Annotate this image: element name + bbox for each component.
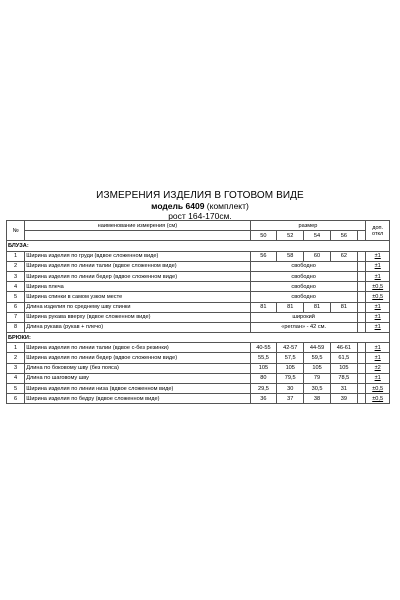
size-cell: 56 bbox=[330, 231, 357, 241]
merged-value-cell: свободно bbox=[250, 282, 357, 292]
sizes-row-spacer bbox=[25, 231, 250, 241]
table-row bbox=[7, 302, 390, 312]
col-tol-header: доп. откл bbox=[366, 221, 390, 241]
size-value-cell: 105 bbox=[250, 363, 277, 373]
tolerance-cell: ±1 bbox=[366, 302, 390, 312]
tolerance-cell: ±1 bbox=[366, 312, 390, 322]
spacer-cell bbox=[357, 292, 366, 302]
table-row bbox=[7, 363, 390, 373]
size-value-cell: 30 bbox=[277, 384, 304, 394]
section-pants-label: БРЮКИ: bbox=[7, 333, 390, 343]
spacer-cell bbox=[357, 343, 366, 353]
measurement-name: Ширина изделия по линии талии (вдвое сложенном виде) bbox=[25, 261, 250, 271]
size-value-cell: 79,5 bbox=[277, 373, 304, 383]
row-number: 7 bbox=[7, 312, 25, 322]
table-row bbox=[7, 282, 390, 292]
size-cell: 54 bbox=[304, 231, 331, 241]
spacer-cell bbox=[357, 302, 366, 312]
size-value-cell: 38 bbox=[304, 394, 331, 404]
tolerance-cell: ±0,5 bbox=[366, 394, 390, 404]
tolerance-cell: ±0,5 bbox=[366, 292, 390, 302]
row-number: 5 bbox=[7, 292, 25, 302]
size-value-cell: 40-55 bbox=[250, 343, 277, 353]
measurement-name: Длина изделия по среднему шву спинки bbox=[25, 302, 250, 312]
tolerance-cell: ±2 bbox=[366, 363, 390, 373]
size-value-cell: 81 bbox=[250, 302, 277, 312]
measurement-name: Ширина плеча bbox=[25, 282, 250, 292]
measurement-name: Ширина изделия по линии низа (вдвое сложенном виде) bbox=[25, 384, 250, 394]
size-value-cell: 31 bbox=[330, 384, 357, 394]
spacer-cell bbox=[357, 271, 366, 281]
size-cell: 50 bbox=[250, 231, 277, 241]
size-value-cell: 42-57 bbox=[277, 343, 304, 353]
table-row bbox=[7, 373, 390, 383]
size-value-cell: 80 bbox=[250, 373, 277, 383]
size-value-cell: 36 bbox=[250, 394, 277, 404]
merged-value-cell: свободно bbox=[250, 292, 357, 302]
tolerance-cell: ±1 bbox=[366, 251, 390, 261]
size-cell: 52 bbox=[277, 231, 304, 241]
row-number: 3 bbox=[7, 363, 25, 373]
size-value-cell: 61,5 bbox=[330, 353, 357, 363]
tolerance-cell: ±1 bbox=[366, 373, 390, 383]
size-value-cell: 79 bbox=[304, 373, 331, 383]
merged-value-cell: свободно bbox=[250, 271, 357, 281]
size-value-cell: 56 bbox=[250, 251, 277, 261]
tolerance-cell: ±1 bbox=[366, 343, 390, 353]
col-no-header: № bbox=[7, 221, 25, 241]
size-value-cell: 81 bbox=[330, 302, 357, 312]
size-value-cell: 29,5 bbox=[250, 384, 277, 394]
model-label: модель 6409 bbox=[151, 201, 205, 211]
spacer-cell bbox=[357, 363, 366, 373]
measurement-name: Длина по шаговому шву bbox=[25, 373, 250, 383]
table-row bbox=[7, 353, 390, 363]
section-blouse-label: БЛУЗА: bbox=[7, 241, 390, 251]
measurement-name: Ширина спинки в самом узком месте bbox=[25, 292, 250, 302]
measurement-name: Ширина изделия по бедру (вдвое сложенном виде) bbox=[25, 394, 250, 404]
row-number: 1 bbox=[7, 251, 25, 261]
row-number: 4 bbox=[7, 373, 25, 383]
sizes-row bbox=[7, 231, 390, 241]
measurement-name: Ширина изделия по линии бедер (вдвое сложенном виде) bbox=[25, 353, 250, 363]
tolerance-cell: ±1 bbox=[366, 261, 390, 271]
table-row bbox=[7, 322, 390, 332]
size-value-cell: 37 bbox=[277, 394, 304, 404]
size-extra-cell bbox=[357, 231, 366, 241]
tolerance-cell: ±1 bbox=[366, 353, 390, 363]
row-number: 8 bbox=[7, 322, 25, 332]
spacer-cell bbox=[357, 373, 366, 383]
spacer-cell bbox=[357, 282, 366, 292]
table-row bbox=[7, 343, 390, 353]
tolerance-cell: ±0,5 bbox=[366, 282, 390, 292]
tolerance-cell: ±1 bbox=[366, 322, 390, 332]
measurements-table bbox=[6, 220, 390, 404]
size-value-cell: 81 bbox=[277, 302, 304, 312]
size-value-cell: 57,5 bbox=[277, 353, 304, 363]
spacer-cell bbox=[357, 394, 366, 404]
section-blouse-row bbox=[7, 241, 390, 251]
spacer-cell bbox=[357, 261, 366, 271]
table-row bbox=[7, 271, 390, 281]
merged-value-cell: «реглан» - 42 см. bbox=[250, 322, 357, 332]
tolerance-cell: ±1 bbox=[366, 271, 390, 281]
model-suffix: (комплект) bbox=[206, 201, 249, 211]
col-name-header: наименование измерения (см) bbox=[25, 221, 250, 231]
size-value-cell: 58 bbox=[277, 251, 304, 261]
size-value-cell: 62 bbox=[330, 251, 357, 261]
table-row bbox=[7, 394, 390, 404]
height-line: рост 164-170см. bbox=[168, 211, 232, 221]
measurement-name: Длина рукава (рукав + плечо) bbox=[25, 322, 250, 332]
size-value-cell: 59,5 bbox=[304, 353, 331, 363]
size-value-cell: 46-61 bbox=[330, 343, 357, 353]
spacer-cell bbox=[357, 322, 366, 332]
row-number: 5 bbox=[7, 384, 25, 394]
table-row bbox=[7, 292, 390, 302]
merged-value-cell: свободно bbox=[250, 261, 357, 271]
spacer-cell bbox=[357, 312, 366, 322]
header-row bbox=[7, 221, 390, 231]
table-row bbox=[7, 384, 390, 394]
measurement-name: Ширина рукава вверху (вдвое сложенном виде) bbox=[25, 312, 250, 322]
table-row bbox=[7, 312, 390, 322]
size-value-cell: 44-59 bbox=[304, 343, 331, 353]
spacer-cell bbox=[357, 353, 366, 363]
row-number: 3 bbox=[7, 271, 25, 281]
measurement-name: Ширина изделия по груди (вдвое сложенном виде) bbox=[25, 251, 250, 261]
spacer-cell bbox=[357, 251, 366, 261]
row-number: 2 bbox=[7, 261, 25, 271]
table-row bbox=[7, 251, 390, 261]
measurement-name: Ширина изделия по линии талии (вдвое с-без резинки) bbox=[25, 343, 250, 353]
size-value-cell: 105 bbox=[330, 363, 357, 373]
row-number: 2 bbox=[7, 353, 25, 363]
size-value-cell: 55,5 bbox=[250, 353, 277, 363]
table-row bbox=[7, 261, 390, 271]
row-number: 6 bbox=[7, 302, 25, 312]
measurement-name: Длина по боковому шву (без пояса) bbox=[25, 363, 250, 373]
size-value-cell: 39 bbox=[330, 394, 357, 404]
row-number: 1 bbox=[7, 343, 25, 353]
size-value-cell: 81 bbox=[304, 302, 331, 312]
tolerance-cell: ±0,5 bbox=[366, 384, 390, 394]
model-line bbox=[0, 201, 400, 211]
document-title: ИЗМЕРЕНИЯ ИЗДЕЛИЯ В ГОТОВОМ ВИДЕ bbox=[96, 190, 304, 201]
spacer-cell bbox=[357, 384, 366, 394]
measurement-name: Ширина изделия по линии бедер (вдвое сложенном виде) bbox=[25, 271, 250, 281]
col-size-header: размер bbox=[250, 221, 366, 231]
merged-value-cell: широкий bbox=[250, 312, 357, 322]
section-pants-row bbox=[7, 333, 390, 343]
size-value-cell: 60 bbox=[304, 251, 331, 261]
row-number: 4 bbox=[7, 282, 25, 292]
size-value-cell: 105 bbox=[304, 363, 331, 373]
size-value-cell: 30,5 bbox=[304, 384, 331, 394]
size-value-cell: 78,5 bbox=[330, 373, 357, 383]
size-value-cell: 105 bbox=[277, 363, 304, 373]
row-number: 6 bbox=[7, 394, 25, 404]
document-header bbox=[0, 190, 400, 221]
